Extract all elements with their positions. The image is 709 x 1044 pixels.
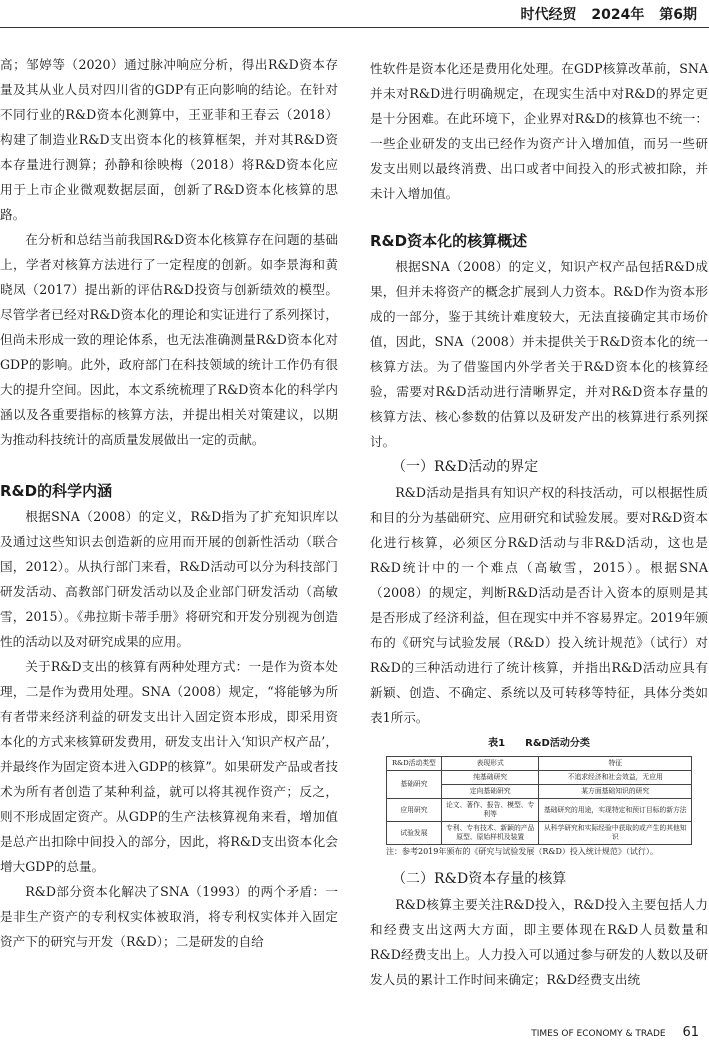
left-paragraph-1: 高；邹婷等（2020）通过脉冲响应分析，得出R&D资本存量及其从业人员对四川省的GDP有正向影响的结论。在针对不同行业的R&D资本化测算中，王亚菲和王春云（2018）构建了制造业R&D支出资本化的核算框架，并对其R&D资本存量进行测算；孙静和徐映梅（2018）将R&D资本化应用于上市企业微观数据层面，创新了R&D资本化核算的思路。 (0, 57, 338, 222)
table-header-cell: 表现形式 (441, 757, 539, 771)
table-cell: 不追求经济和社会效益，无应用 (539, 771, 692, 785)
rd-activity-table (386, 756, 692, 845)
table-cell: 专利、专有技术、新颖的产品原型、原始样机及装置 (441, 822, 539, 845)
table-cell: 论文、著作、报告、模型、专利等 (441, 799, 539, 822)
table-cell: 基础研究 (387, 771, 442, 799)
table-cell: 试验发展 (387, 822, 442, 845)
footer-journal-name: TIMES OF ECONOMY & TRADE (531, 1029, 666, 1039)
page-header (0, 0, 709, 28)
table-cell: 从科学研究和实际经验中获取的或产生的其他知识 (539, 822, 692, 845)
page-number: 61 (682, 1025, 699, 1040)
table-cell: 纯基础研究 (441, 771, 539, 785)
table-row (387, 771, 692, 785)
table-cell: 基础研究的用途，实现特定和预订目标的新方法 (539, 799, 692, 822)
section-heading-scientific-connotation: R&D的科学内涵 (0, 482, 113, 500)
subheading-activity-definition: （一）R&D活动的界定 (392, 459, 539, 475)
section-heading-accounting-overview: R&D资本化的核算概述 (370, 232, 528, 250)
page-footer (531, 1025, 699, 1040)
header-text (511, 4, 697, 24)
table-header-cell: R&D活动类型 (387, 757, 442, 771)
table-cell: 应用研究 (387, 799, 442, 822)
table-note: 注：参考2019年颁布的《研究与试验发展（R&D）投入统计规范》（试行）。 (386, 847, 658, 856)
table-title: 表1 R&D活动分类 (488, 738, 590, 749)
table-cell: 定向基础研究 (441, 785, 539, 799)
issue-number: 第6期 (659, 7, 697, 23)
right-paragraph-3: R&D活动是指具有知识产权的科技活动，可以根据性质和目的分为基础研究、应用研究和试验发展。要对R&D资本化进行核算，必须区分R&D活动与非R&D活动，这也是R&D统计中的一个难点（高敏雪，2015）。根据SNA（2008）的规定，判断R&D活动是否计入资本的原则是其是否形成了经济利益，但在现实中并不容易界定。2019年颁布的《研究与试验发展（R&D）投入统计规范》（试行）对R&D的三种活动进行了统计核算，并指出R&D活动应具有新颖、创造、不确定、系统以及可转移等特征，具体分类如表1所示。 (370, 485, 708, 725)
left-paragraph-4: 关于R&D支出的核算有两种处理方式：一是作为资本处理，二是作为费用处理。SNA（2008）规定，“将能够为所有者带来经济利益的研发支出计入固定资本形成，即采用资本化的方式来核算研发费用，研发支出计入‘知识产权产品’，并最终作为固定资本进入GDP的核算”。如果研发产品或者技术为所有者创造了某种利益，就可以将其视作资产；反之，则不形成固定资产。从GDP的生产法核算视角来看，增加值是总产出扣除中间投入的部分，因此，将R&D支出资本化会增大GDP的总量。 (0, 659, 338, 874)
table-row (387, 799, 692, 822)
right-paragraph-1: 性软件是资本化还是费用化处理。在GDP核算改革前，SNA并未对R&D进行明确规定，在现实生活中对R&D的界定更是十分困难。在此环境下，企业界对R&D的核算也不统一：一些企业研发的支出已经作为资产计入增加值，而另一些研发支出则以最终消费、出口或者中间投入的形式被扣除，并未计入增加值。 (370, 61, 708, 201)
header-rule (0, 27, 709, 28)
subheading-capital-stock: （二）R&D资本存量的核算 (392, 871, 567, 887)
right-paragraph-2: 根据SNA（2008）的定义，知识产权产品包括R&D成果，但并未将资产的概念扩展到人力资本。R&D作为资本形成的一部分，鉴于其统计难度较大，无法直接确定其市场价值，因此，SNA（2008）并未提供关于R&D资本化的统一核算方法。为了借鉴国内外学者关于R&D资本化的核算经验，需要对R&D活动进行清晰界定，并对R&D资本存量的核算方法、核心参数的估算以及研发产出的核算进行系列探讨。 (370, 259, 708, 449)
table-cell: 某方面基础知识的研究 (539, 785, 692, 799)
left-paragraph-2: 在分析和总结当前我国R&D资本化核算存在问题的基础上，学者对核算方法进行了一定程度的创新。如李景海和黄晓凤（2017）提出新的评估R&D投资与创新绩效的模型。尽管学者已经对R&D资本化的理论和实证进行了系列探讨，但尚未形成一致的理论体系，也无法准确测量R&D资本化对GDP的影响。此外，政府部门在科技领域的统计工作仍有很大的提升空间。因此，本文系统梳理了R&D资本化的科学内涵以及各重要指标的核算方法，并提出相关对策建议，以期为推动科技统计的高质量发展做出一定的贡献。 (0, 232, 338, 447)
left-column (0, 52, 338, 954)
table-header-row (387, 757, 692, 771)
right-column (370, 56, 708, 992)
issue-year: 2024年 (591, 7, 645, 23)
table-header-cell: 特征 (539, 757, 692, 771)
journal-name: 时代经贸 (520, 7, 577, 23)
table-row (387, 822, 692, 845)
right-paragraph-4: R&D核算主要关注R&D投入，R&D投入主要包括人力和经费支出这两大方面，即主要体现在R&D人员数量和R&D经费支出上。人力投入可以通过参与研发的人数以及研发人员的累计工作时间来确定；R&D经费支出统 (370, 897, 708, 987)
left-paragraph-3: 根据SNA（2008）的定义，R&D指为了扩充知识库以及通过这些知识去创造新的应用而开展的创新性活动（联合国，2012）。从执行部门来看，R&D活动可以分为科技部门研发活动、高教部门研发活动以及企业部门研发活动（高敏雪，2015）。《弗拉斯卡蒂手册》将研究和开发分别视为创造性的活动以及对研究成果的应用。 (0, 509, 338, 649)
left-paragraph-5: R&D部分资本化解决了SNA（1993）的两个矛盾：一是非生产资产的专利权实体被取消，将专利权实体并入固定资产下的研究与开发（R&D）；二是研发的自给 (0, 884, 338, 949)
